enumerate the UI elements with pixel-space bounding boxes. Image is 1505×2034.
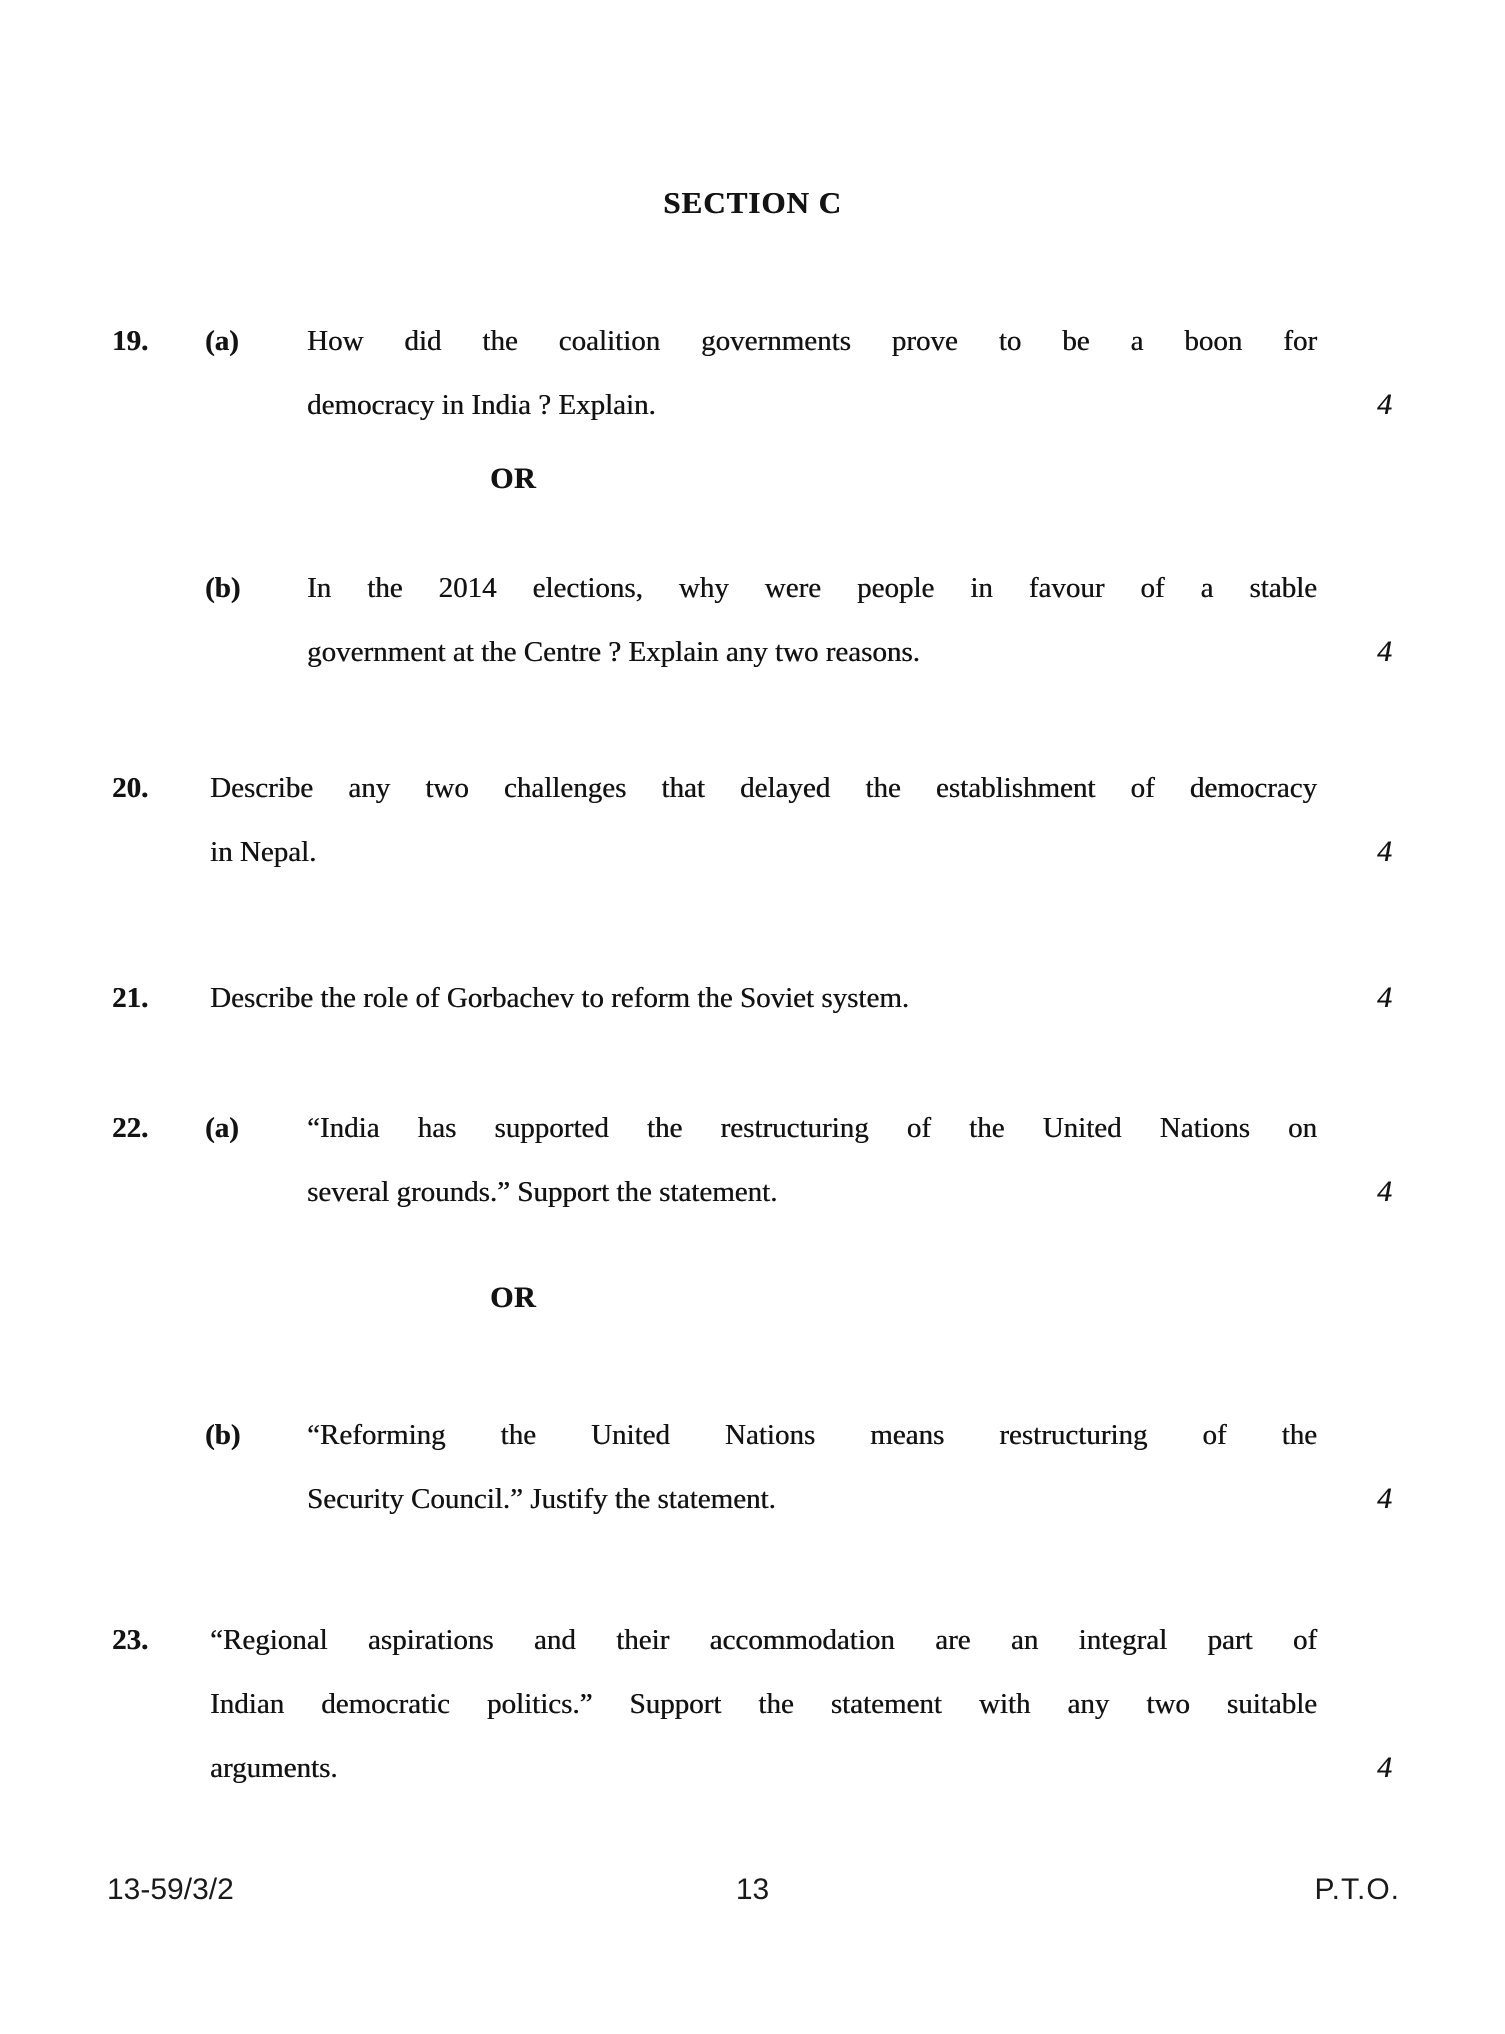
footer-paper-code: 13-59/3/2: [107, 1873, 234, 1906]
question-line: Describe the role of Gorbachev to reform the Soviet system.: [210, 982, 910, 1014]
question-22-number: 22.: [112, 1112, 149, 1144]
question-19-number: 19.: [112, 325, 149, 357]
question-line: Indian democratic politics.” Support the statement with any two suitable: [210, 1688, 1317, 1720]
question-line: “Regional aspirations and their accommodation are an integral part of: [210, 1624, 1317, 1656]
question-19b-text: [307, 556, 1317, 684]
question-22b: [112, 1403, 1392, 1531]
question-22a: [112, 1096, 1392, 1224]
question-line: “Reforming the United Nations means restructuring of the: [307, 1419, 1317, 1451]
question-20: [112, 756, 1392, 884]
question-21: [112, 966, 1392, 1030]
question-22b-letter: (b): [205, 1419, 241, 1451]
question-19a-text: [307, 309, 1317, 437]
question-line: Describe any two challenges that delayed the establishment of democracy: [210, 772, 1317, 804]
question-19b-marks: 4: [1377, 635, 1392, 668]
question-19a-marks: 4: [1377, 388, 1392, 421]
question-line: “India has supported the restructuring of the United Nations on: [307, 1112, 1317, 1144]
section-title: SECTION C: [663, 185, 842, 220]
question-line: in Nepal.: [210, 836, 317, 868]
or-separator-q22: OR: [490, 1281, 536, 1314]
question-20-number: 20.: [112, 772, 149, 804]
question-22a-marks: 4: [1377, 1175, 1392, 1208]
question-line: arguments.: [210, 1752, 338, 1784]
question-21-number: 21.: [112, 982, 149, 1014]
question-19b: [112, 556, 1392, 684]
page-footer: [0, 1872, 1505, 1908]
question-line: How did the coalition governments prove to be a boon for: [307, 325, 1317, 357]
question-23-marks: 4: [1377, 1751, 1392, 1784]
question-22a-text: [307, 1096, 1317, 1224]
question-line: In the 2014 elections, why were people in favour of a stable: [307, 572, 1317, 604]
question-19a-letter: (a): [205, 325, 239, 357]
question-23-number: 23.: [112, 1624, 149, 1656]
question-22b-marks: 4: [1377, 1482, 1392, 1515]
question-20-marks: 4: [1377, 835, 1392, 868]
question-line: government at the Centre ? Explain any two reasons.: [307, 636, 920, 668]
question-21-text: [210, 966, 1317, 1030]
question-line: democracy in India ? Explain.: [307, 389, 656, 421]
footer-page-number: 13: [735, 1873, 770, 1906]
question-line: Security Council.” Justify the statement.: [307, 1483, 776, 1515]
question-19a: [112, 309, 1392, 437]
question-line: several grounds.” Support the statement.: [307, 1176, 778, 1208]
question-22b-text: [307, 1403, 1317, 1531]
question-21-marks: 4: [1377, 981, 1392, 1014]
footer-pto-label: P.T.O.: [1314, 1873, 1400, 1906]
or-separator-q19: OR: [490, 462, 536, 495]
question-19b-letter: (b): [205, 572, 241, 604]
question-23-text: [210, 1608, 1317, 1800]
question-20-text: [210, 756, 1317, 884]
question-22a-letter: (a): [205, 1112, 239, 1144]
question-23: [112, 1608, 1392, 1800]
